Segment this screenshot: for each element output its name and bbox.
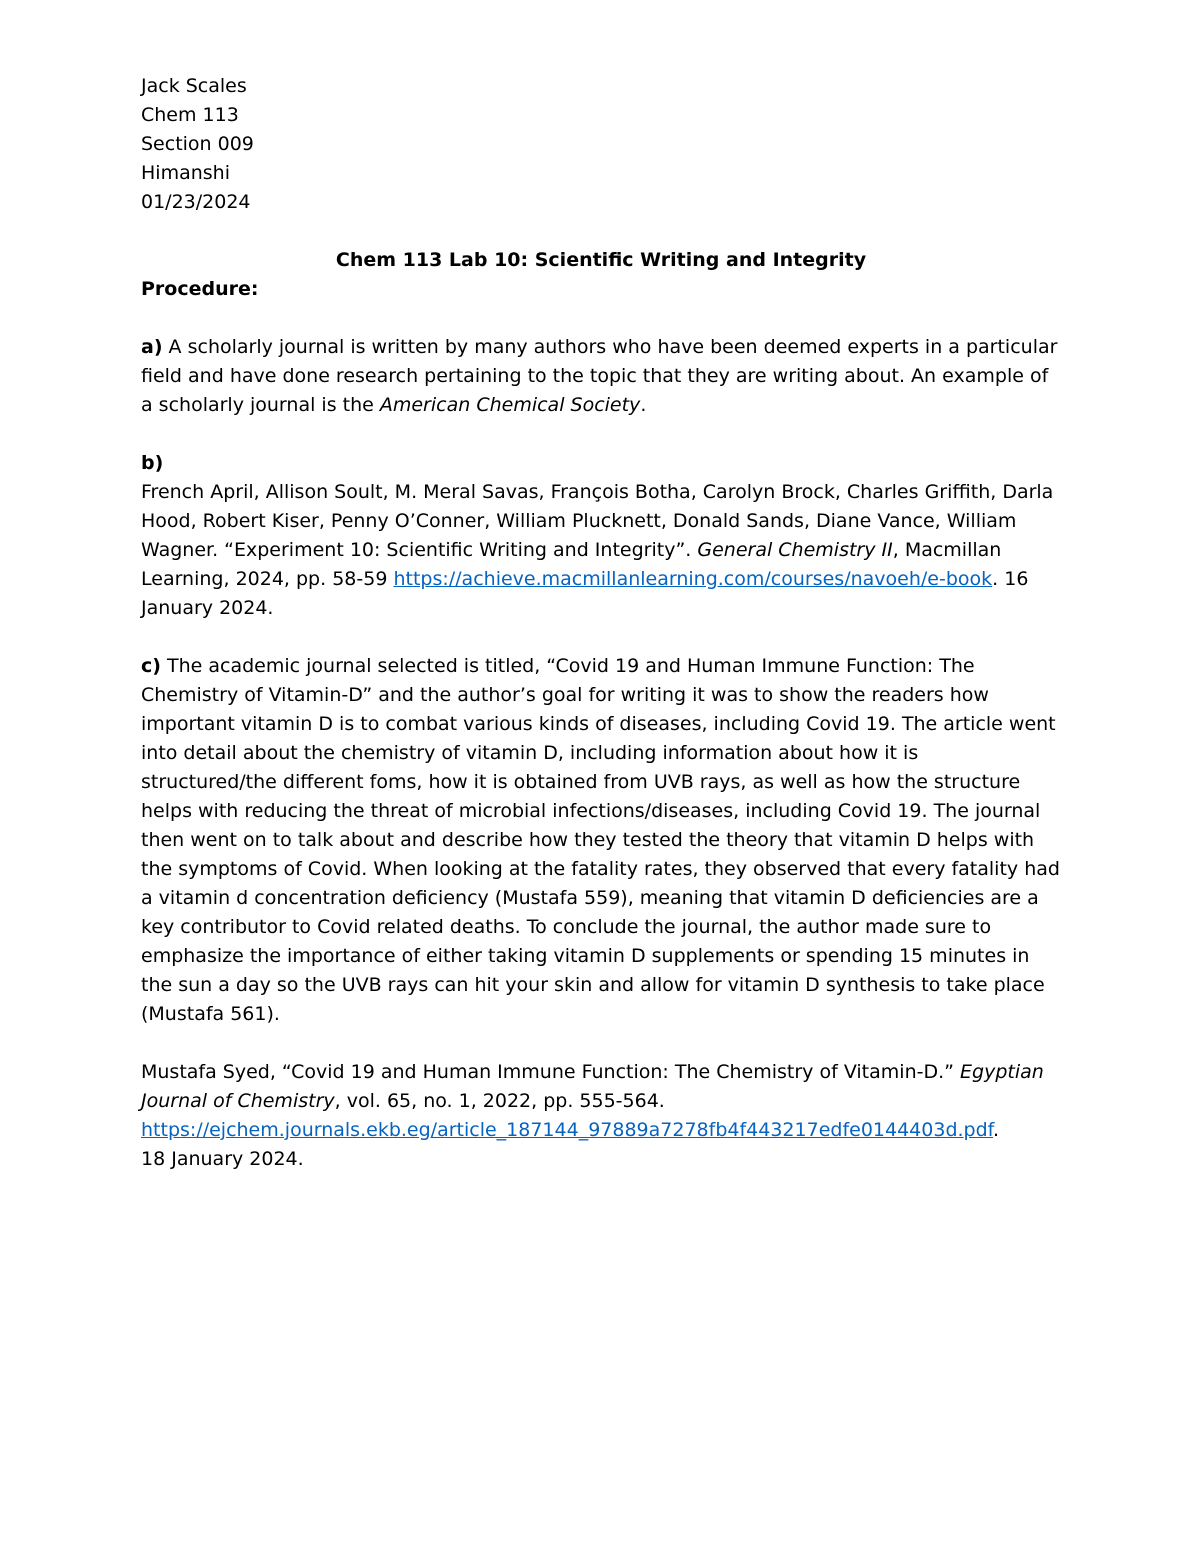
part-b-line-3-suffix: , Macmillan	[892, 539, 1002, 561]
part-b-line-1: French April, Allison Soult, M. Meral Savas, François Botha, Carolyn Brock, Charles Griffith, Darla	[141, 481, 1054, 503]
spacer	[141, 623, 1061, 652]
section-number: Section 009	[141, 133, 254, 155]
part-b-line-4-suffix: . 16	[992, 568, 1029, 590]
journal-name-part-2: Journal of Chemistry	[141, 1090, 335, 1112]
part-c-line: key contributor to Covid related deaths. To conclude the journal, the author made sure to	[141, 916, 992, 938]
document-title: Chem 113 Lab 10: Scientific Writing and Integrity	[335, 249, 867, 271]
part-c-line: Chemistry of Vitamin-D” and the author’s goal for writing it was to show the readers how	[141, 684, 989, 706]
ejchem-link[interactable]: https://ejchem.journals.ekb.eg/article_187144_97889a7278fb4f443217edfe0144403d.pdf	[141, 1119, 993, 1141]
part-b-line-3-prefix: Wagner. “Experiment 10: Scientific Writing and Integrity”.	[141, 539, 698, 561]
part-c-line: the sun a day so the UVB rays can hit your skin and allow for vitamin D synthesis to take place	[141, 974, 1045, 996]
instructor-name: Himanshi	[141, 162, 230, 184]
part-c-paragraph	[141, 652, 1061, 1029]
part-a-line-1	[141, 333, 1061, 362]
part-a-text: A scholarly journal is written by many authors who have been deemed experts in a particular	[162, 336, 1058, 358]
part-a-paragraph	[141, 333, 1061, 420]
part-c-line: emphasize the importance of either taking vitamin D supplements or spending 15 minutes in	[141, 945, 1030, 967]
spacer	[141, 304, 1061, 333]
part-b-line-2: Hood, Robert Kiser, Penny O’Conner, William Plucknett, Donald Sands, Diane Vance, William	[141, 510, 1017, 532]
book-title: General Chemistry II	[697, 539, 893, 561]
part-a-label: a)	[141, 336, 163, 358]
procedure-heading: Procedure:	[141, 278, 259, 300]
spacer	[141, 1029, 1061, 1058]
spacer	[141, 217, 1061, 246]
part-b-line-5: January 2024.	[141, 597, 274, 619]
part-a-line-2: field and have done research pertaining to the topic that they are writing about. An example of	[141, 365, 1049, 387]
citation-paragraph	[141, 1058, 1061, 1174]
part-c-line: into detail about the chemistry of vitamin D, including information about how it is	[141, 742, 919, 764]
citation-line-3-suffix: .	[992, 1119, 1000, 1141]
part-c-label: c)	[141, 655, 161, 677]
part-b-line-4	[141, 565, 1061, 594]
spacer	[141, 420, 1061, 449]
part-a-line-3-suffix: .	[640, 394, 647, 416]
header-block	[141, 72, 1061, 217]
part-c-line: structured/the different foms, how it is obtained from UVB rays, as well as how the structure	[141, 771, 1021, 793]
part-b-paragraph	[141, 449, 1061, 623]
part-c-line: important vitamin D is to combat various kinds of diseases, including Covid 19. The article went	[141, 713, 1056, 735]
citation-line-2	[141, 1087, 1061, 1116]
part-b-line-4-prefix: Learning, 2024, pp. 58-59	[141, 568, 394, 590]
part-a-line-3-prefix: a scholarly journal is the	[141, 394, 380, 416]
citation-line-4: 18 January 2024.	[141, 1148, 304, 1170]
citation-line-3	[141, 1116, 1061, 1145]
part-b-line-3	[141, 536, 1061, 565]
course-name: Chem 113	[141, 104, 239, 126]
part-b-label: b)	[141, 452, 164, 474]
document-page	[141, 72, 1061, 1174]
journal-name-part-1: Egyptian	[960, 1061, 1044, 1083]
journal-example: American Chemical Society	[379, 394, 641, 416]
part-c-line: a vitamin d concentration deficiency (Mustafa 559), meaning that vitamin D deficiencies are a	[141, 887, 1039, 909]
part-c-line: then went on to talk about and describe how they tested the theory that vitamin D helps with	[141, 829, 1035, 851]
citation-line-2-suffix: , vol. 65, no. 1, 2022, pp. 555-564.	[334, 1090, 665, 1112]
student-name: Jack Scales	[141, 75, 247, 97]
part-c-line: (Mustafa 561).	[141, 1003, 280, 1025]
part-a-line-3	[141, 391, 1061, 420]
citation-line-1	[141, 1058, 1061, 1087]
part-c-first-text: The academic journal selected is titled, “Covid 19 and Human Immune Function: The	[160, 655, 975, 677]
part-c-line-1	[141, 652, 1061, 681]
macmillan-link[interactable]: https://achieve.macmillanlearning.com/courses/navoeh/e-book	[393, 568, 993, 590]
submission-date: 01/23/2024	[141, 191, 251, 213]
part-c-line: the symptoms of Covid. When looking at the fatality rates, they observed that every fatality had	[141, 858, 1060, 880]
citation-line-1-prefix: Mustafa Syed, “Covid 19 and Human Immune Function: The Chemistry of Vitamin-D.”	[141, 1061, 961, 1083]
part-c-line: helps with reducing the threat of microbial infections/diseases, including Covid 19. The journal	[141, 800, 1041, 822]
